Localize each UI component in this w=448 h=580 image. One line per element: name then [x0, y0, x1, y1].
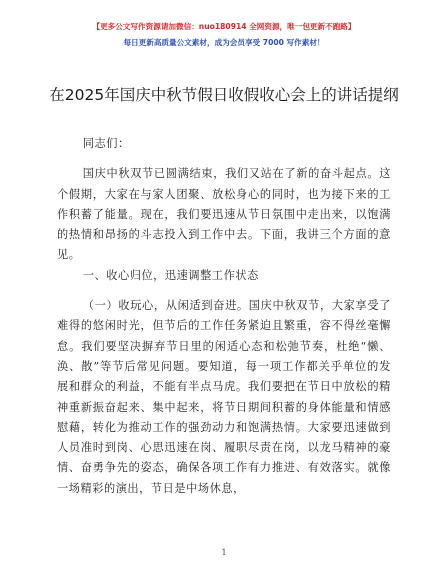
page-number: 1 — [221, 548, 227, 557]
section-heading: 一、收心归位，迅速调整工作状态 — [82, 268, 259, 282]
greeting: 同志们： — [82, 137, 130, 150]
document-title: 在2025年国庆中秋节假日收假收心会上的讲话提纲 — [49, 86, 399, 104]
promo-banner-line-1: 【更多公文写作资源请加微信：nuo180914 全网资源，唯一包更新不跑路】 — [92, 22, 356, 31]
document-body — [57, 134, 391, 499]
body-paragraph: （一）收玩心，从闲适到奋进。国庆中秋双节，大家享受了难得的悠闲时光，但节后的工作任务紧迫且繁重，容不得丝毫懈怠。我们要坚决摒弃节日里的闲适心态和松弛节奏，杜绝“懒、涣、散”等节后常见问题。要知道，每一项工作都关乎单位的发展和群众的利益，不能有半点马虎。我们要把在节日中放松的精神重新振奋起来、集中起来，将节日期间积蓄的身体能量和情感慰藉，转化为推动工作的强劲动力和饱满热情。大家要迅速做到人员准时到岗、心思迅速在岗、履职尽责在岗，以龙马精神的豪情、奋勇争先的姿态，确保各项工作有力推进、有效落实。就像一场精彩的演出，节日是中场休息， — [57, 299, 391, 495]
intro-paragraph: 国庆中秋双节已圆满结束，我们又站在了新的奋斗起点。这个假期，大家在与家人团聚、放松身心的同时，也为接下来的工作积蓄了能量。现在，我们要迅速从节日氛围中走出来，以饱满的热情和昂扬的斗志投入到工作中去。下面，我讲三个方面的意见。 — [57, 167, 391, 262]
promo-banner — [50, 20, 398, 50]
promo-banner-line-2: 每日更新高质量公文素材，成为会员享受 7000 写作素材！ — [123, 38, 325, 47]
